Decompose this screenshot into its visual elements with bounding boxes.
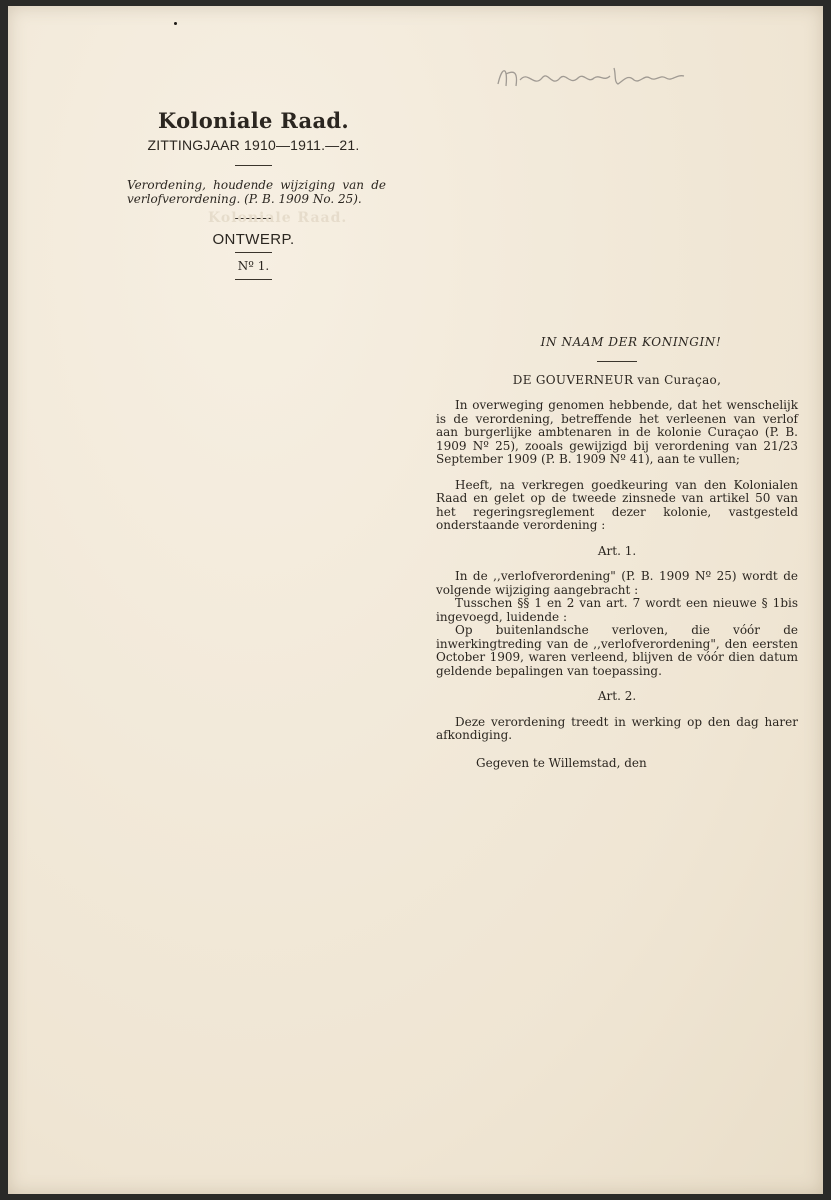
article-1-paragraph: Tusschen §§ 1 en 2 van art. 7 wordt een nieuwe § 1bis ingevoegd, luidende : (436, 596, 798, 624)
article-2-title: Art. 2. (597, 689, 637, 703)
considering-paragraph: In overweging genomen hebbende, dat het wenschelijk is de verordening, betreffende het verleenen van verlof aan burgerlijke ambtenaren in de kolonie Curaçao (P. B. 1909 Nº 25), zooals gewijzigd bij verordening van 21/23 September 1909 (P. B. 1909 Nº 41), aan te vullen; (436, 398, 798, 466)
draft-label: ONTWERP. (212, 231, 295, 248)
document-page (8, 6, 823, 1194)
decree-text (436, 336, 798, 770)
divider (235, 279, 272, 280)
ordinance-subject: Verordening, houdende wijziging van de verlofverordening. (P. B. 1909 No. 25). (127, 178, 386, 206)
divider (235, 165, 272, 166)
bleed-through-text: Koloniale Raad. (208, 210, 348, 226)
invocation: IN NAAM DER KONINGIN! (540, 335, 722, 349)
governor-line: DE GOUVERNEUR van Curaçao, (512, 372, 722, 387)
document-header (121, 96, 386, 286)
divider (597, 361, 637, 362)
article-1-paragraph: Op buitenlandsche verloven, die vóór de inwerkingtreding van de ,,verlofverordening", den eersten October 1909, waren verleend, blijven de vóór dien datum geldende bepalingen van toepassing. (436, 623, 798, 678)
signature-line: Gegeven te Willemstad, den (476, 755, 647, 770)
enacting-paragraph: Heeft, na verkregen goedkeuring van den Kolonialen Raad en gelet op de tweede zinsnede van artikel 50 van het regeringsreglement dezer kolonie, vastgesteld onderstaande verordening : (436, 477, 798, 532)
divider (235, 252, 272, 253)
session-year: ZITTINGJAAR 1910—1911.—21. (147, 137, 360, 153)
article-1-title: Art. 1. (597, 543, 637, 558)
ink-dot (174, 22, 177, 25)
article-2-paragraph: Deze verordening treedt in werking op den dag harer afkondiging. (436, 714, 798, 742)
article-1-paragraph: In de ,,verlofverordening" (P. B. 1909 Nº 25) wordt de volgende wijziging aangebracht : (436, 569, 798, 597)
document-number: Nº 1. (237, 259, 270, 273)
council-title: Koloniale Raad. (158, 108, 349, 133)
pencil-annotation (494, 60, 694, 94)
